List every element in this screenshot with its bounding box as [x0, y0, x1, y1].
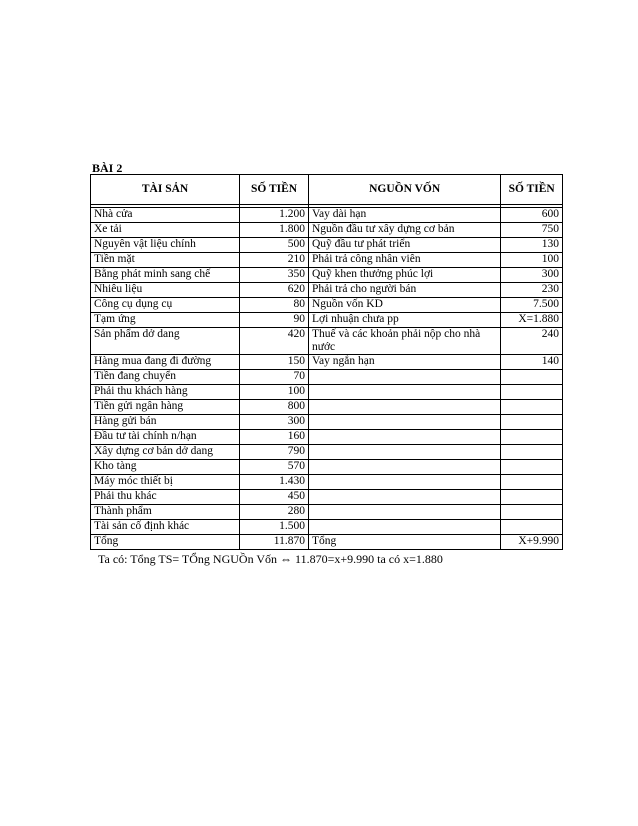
asset-name: Hàng gửi bán	[91, 415, 240, 430]
total-value-assets: 11.870	[240, 535, 309, 550]
source-name	[308, 400, 500, 415]
source-name	[308, 430, 500, 445]
asset-amount: 500	[240, 238, 309, 253]
asset-name: Đầu tư tài chính n/hạn	[91, 430, 240, 445]
table-row	[91, 238, 563, 253]
balance-table	[90, 174, 563, 550]
table-row	[91, 430, 563, 445]
asset-name: Nhà cửa	[91, 208, 240, 223]
table-row	[91, 283, 563, 298]
conclusion-note: Ta có: Tổng TS= TỔng NGUỒn Vốn ⇔ 11.870=x+9.990 ta có x=1.880	[98, 552, 443, 566]
asset-amount: 420	[240, 328, 309, 355]
asset-amount: 160	[240, 430, 309, 445]
source-name	[308, 505, 500, 520]
table-row	[91, 223, 563, 238]
source-amount	[501, 490, 563, 505]
asset-name: Hàng mua đang đi đường	[91, 355, 240, 370]
asset-amount: 350	[240, 268, 309, 283]
source-name: Quỹ đầu tư phát triển	[308, 238, 500, 253]
source-name	[308, 520, 500, 535]
asset-name: Phải thu khách hàng	[91, 385, 240, 400]
asset-amount: 1.800	[240, 223, 309, 238]
asset-name: Nhiêu liệu	[91, 283, 240, 298]
source-amount	[501, 400, 563, 415]
header-nguon-von: NGUỒN VỐN	[308, 175, 500, 205]
source-name: Nguồn đầu tư xây dựng cơ bản	[308, 223, 500, 238]
table-body	[91, 205, 563, 535]
table-row	[91, 313, 563, 328]
source-name: Lợi nhuận chưa pp	[308, 313, 500, 328]
source-name: Vay ngắn hạn	[308, 355, 500, 370]
asset-name: Tiền mặt	[91, 253, 240, 268]
source-amount	[501, 415, 563, 430]
asset-name: Tài sản cố định khác	[91, 520, 240, 535]
source-name	[308, 370, 500, 385]
table-row	[91, 505, 563, 520]
source-amount	[501, 430, 563, 445]
asset-amount: 1.430	[240, 475, 309, 490]
source-amount	[501, 370, 563, 385]
asset-amount: 800	[240, 400, 309, 415]
source-name: Vay dài hạn	[308, 208, 500, 223]
total-value-sources: X+9.990	[501, 535, 563, 550]
asset-amount: 450	[240, 490, 309, 505]
table-row	[91, 490, 563, 505]
asset-name: Thành phẩm	[91, 505, 240, 520]
asset-amount: 620	[240, 283, 309, 298]
total-label-sources: Tổng	[308, 535, 500, 550]
source-amount: 600	[501, 208, 563, 223]
table-row	[91, 253, 563, 268]
asset-amount: 80	[240, 298, 309, 313]
asset-name: Phải thu khác	[91, 490, 240, 505]
source-amount	[501, 460, 563, 475]
table-row	[91, 460, 563, 475]
source-name	[308, 385, 500, 400]
source-name	[308, 475, 500, 490]
asset-amount: 280	[240, 505, 309, 520]
exercise-title: BÀI 2	[92, 161, 123, 175]
source-name: Nguồn vốn KD	[308, 298, 500, 313]
asset-name: Công cụ dụng cụ	[91, 298, 240, 313]
asset-name: Tiền gửi ngân hàng	[91, 400, 240, 415]
source-amount: X=1.880	[501, 313, 563, 328]
source-name	[308, 415, 500, 430]
source-amount: 7.500	[501, 298, 563, 313]
table-row	[91, 355, 563, 370]
asset-amount: 100	[240, 385, 309, 400]
table-row	[91, 328, 563, 355]
asset-name: Nguyên vật liệu chính	[91, 238, 240, 253]
source-amount: 140	[501, 355, 563, 370]
asset-amount: 210	[240, 253, 309, 268]
source-amount: 100	[501, 253, 563, 268]
asset-amount: 1.200	[240, 208, 309, 223]
table-row	[91, 445, 563, 460]
asset-name: Tiền đang chuyển	[91, 370, 240, 385]
source-amount: 240	[501, 328, 563, 355]
source-name: Phải trả công nhân viên	[308, 253, 500, 268]
asset-name: Tạm ứng	[91, 313, 240, 328]
asset-amount: 570	[240, 460, 309, 475]
source-amount	[501, 475, 563, 490]
asset-amount: 150	[240, 355, 309, 370]
source-amount: 130	[501, 238, 563, 253]
table-row	[91, 208, 563, 223]
asset-name: Bằng phát minh sang chế	[91, 268, 240, 283]
source-name: Phải trả cho người bán	[308, 283, 500, 298]
asset-amount: 1.500	[240, 520, 309, 535]
total-row	[91, 535, 563, 550]
source-name: Quỹ khen thưởng phúc lợi	[308, 268, 500, 283]
table-row	[91, 370, 563, 385]
source-amount: 750	[501, 223, 563, 238]
source-amount	[501, 505, 563, 520]
source-name: Thuế và các khoản phải nộp cho nhà nước	[308, 328, 500, 355]
header-row	[91, 175, 563, 205]
table-row	[91, 415, 563, 430]
asset-name: Kho tàng	[91, 460, 240, 475]
source-amount	[501, 445, 563, 460]
table-row	[91, 520, 563, 535]
table-row	[91, 268, 563, 283]
source-name	[308, 445, 500, 460]
table-row	[91, 475, 563, 490]
source-amount: 230	[501, 283, 563, 298]
source-name	[308, 460, 500, 475]
asset-name: Xây dựng cơ bản dở dang	[91, 445, 240, 460]
total-label-assets: Tổng	[91, 535, 240, 550]
source-name	[308, 490, 500, 505]
header-tai-san: TÀI SẢN	[91, 175, 240, 205]
asset-amount: 90	[240, 313, 309, 328]
asset-amount: 300	[240, 415, 309, 430]
header-so-tien-assets: SỐ TIỀN	[240, 175, 309, 205]
source-amount: 300	[501, 268, 563, 283]
asset-name: Máy móc thiết bị	[91, 475, 240, 490]
source-amount	[501, 385, 563, 400]
table-row	[91, 400, 563, 415]
table-row	[91, 385, 563, 400]
source-amount	[501, 520, 563, 535]
table-row	[91, 298, 563, 313]
asset-name: Sản phẩm dở dang	[91, 328, 240, 355]
asset-name: Xe tải	[91, 223, 240, 238]
asset-amount: 790	[240, 445, 309, 460]
header-so-tien-sources: SỐ TIỀN	[501, 175, 563, 205]
asset-amount: 70	[240, 370, 309, 385]
